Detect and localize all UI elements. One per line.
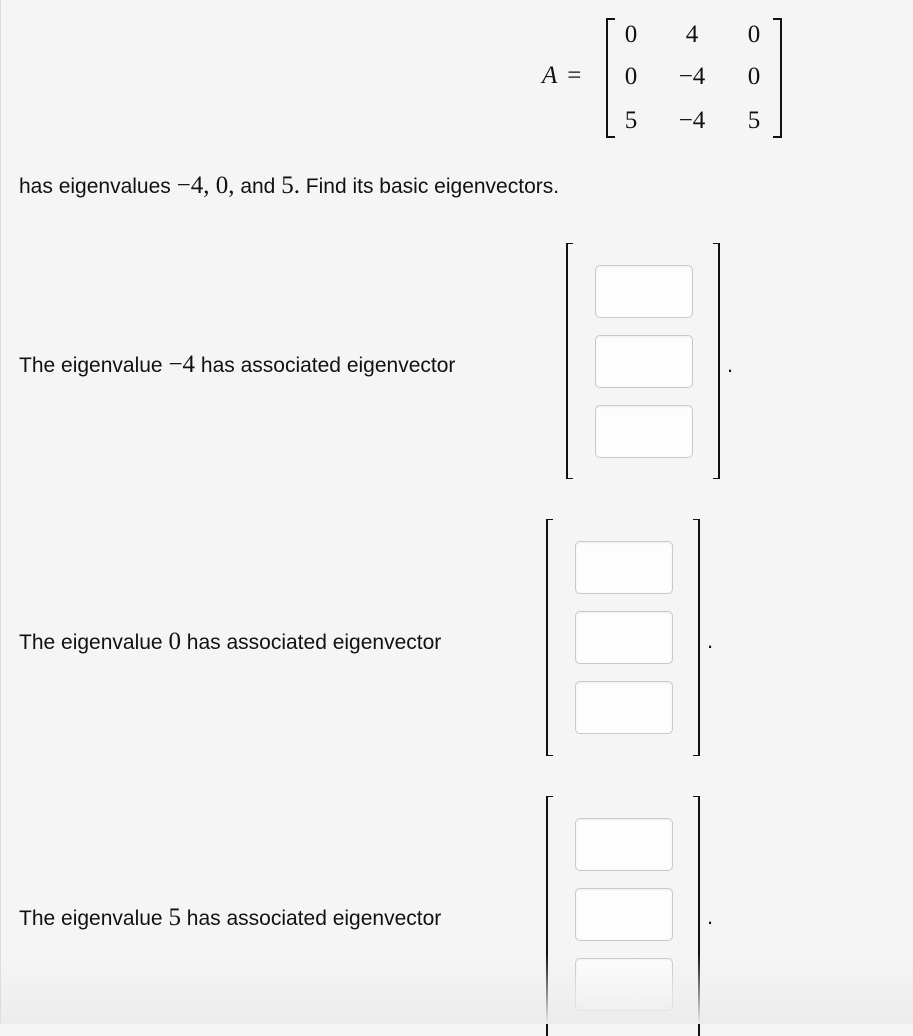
matrix-cell-r1c3: 0 (747, 21, 761, 48)
problem-statement (19, 172, 559, 200)
eigenvector-2-entry-1[interactable] (575, 541, 673, 594)
intro-eigenvalues: −4, 0, (176, 172, 235, 199)
eigen-prompt-value: 5 (168, 904, 181, 931)
intro-suffix: Find its basic eigenvectors. (299, 175, 560, 198)
eigen-prompt-suffix: has associated eigenvector (180, 907, 442, 930)
matrix-cell-r2c1: 0 (624, 63, 638, 90)
vector-3-period: . (707, 904, 714, 929)
eigen-prompt-1 (19, 350, 455, 381)
eigen-prompt-suffix: has associated eigenvector (180, 631, 442, 654)
eigenvector-3-entry-2[interactable] (575, 888, 673, 941)
eigen-prompt-2 (19, 627, 441, 658)
eigen-prompt-prefix: The eigenvalue (19, 907, 169, 930)
vector-1-right-bracket (713, 243, 720, 479)
vector-1-period: . (727, 352, 734, 377)
matrix-cell-r3c1: 5 (624, 107, 638, 134)
vector-1-left-bracket (566, 243, 573, 479)
equals-sign: = (567, 62, 582, 89)
eigen-prompt-prefix: The eigenvalue (19, 631, 169, 654)
matrix-label (542, 62, 581, 90)
eigen-prompt-value: 0 (168, 628, 181, 655)
vector-2-right-bracket (693, 519, 700, 756)
bottom-fade (1, 954, 913, 1024)
intro-middle: and (234, 175, 282, 198)
intro-prefix: has eigenvalues (19, 175, 177, 198)
vector-2-period: . (707, 628, 714, 653)
matrix-name: A (542, 62, 558, 89)
eigenvector-3-entry-1[interactable] (575, 818, 673, 871)
matrix-cell-r3c2: −4 (678, 107, 706, 134)
eigen-prompt-prefix: The eigenvalue (19, 354, 169, 377)
matrix-cell-r3c3: 5 (747, 107, 761, 134)
matrix-cell-r2c3: 0 (747, 63, 761, 90)
eigenvector-1-entry-2[interactable] (595, 335, 693, 388)
matrix-cell-r1c1: 0 (624, 21, 638, 48)
matrix-cell-r2c2: −4 (678, 63, 706, 90)
eigen-prompt-3 (19, 903, 441, 934)
eigenvector-1-entry-3[interactable] (595, 405, 693, 458)
matrix-cell-r1c2: 4 (685, 21, 699, 48)
eigen-prompt-suffix: has associated eigenvector (195, 354, 456, 377)
eigenvector-1-entry-1[interactable] (595, 265, 693, 318)
eigenvector-2-entry-2[interactable] (575, 611, 673, 664)
intro-eigenvalue-last: 5. (281, 172, 300, 199)
eigenvector-2-entry-3[interactable] (575, 681, 673, 734)
eigen-prompt-value: −4 (168, 351, 196, 378)
vector-2-left-bracket (546, 519, 553, 756)
